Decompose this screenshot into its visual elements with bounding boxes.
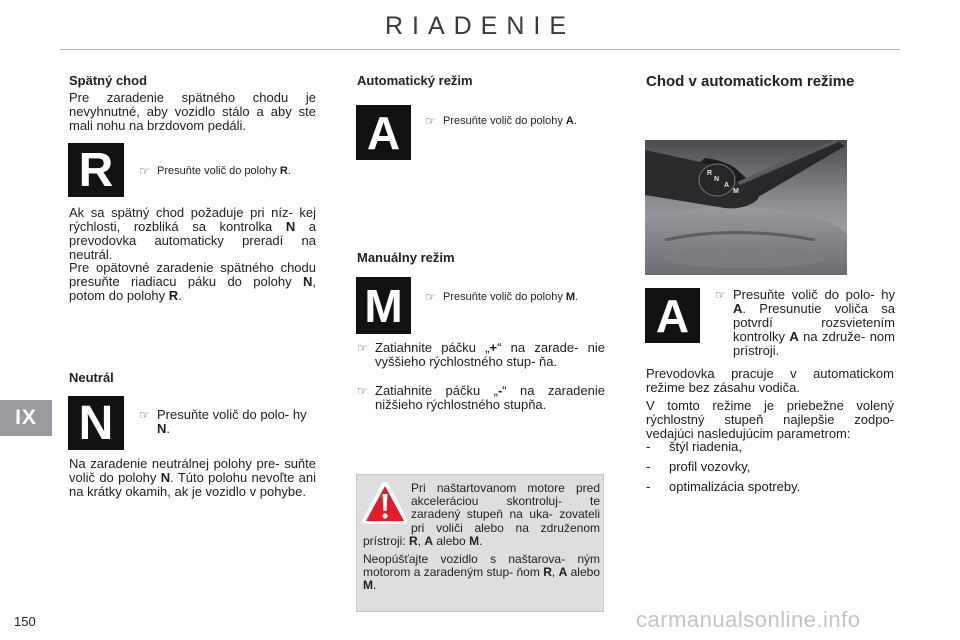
auto-drive-para1: Prevodovka pracuje v automatickom režime bez zásahu vodiča. — [646, 366, 894, 395]
neutral-step: ☞ Presuňte volič do polo- hy N. — [139, 407, 307, 436]
list-item: - štýl riadenia, — [646, 439, 742, 454]
dial-label-a: A — [724, 182, 730, 189]
auto-drive-heading: Chod v automatickom režime — [646, 73, 855, 90]
gear-lever-illustration — [645, 140, 847, 275]
dial-label-m: M — [733, 188, 739, 195]
watermark: carmanualsonline.info — [636, 607, 861, 632]
manual-downshift: ☞ Zatiahnite páčku „-“ na zaradenie nižšieho rýchlostného stupňa. — [357, 383, 605, 412]
pointer-icon: ☞ — [715, 288, 726, 302]
gear-a-badge-auto: A — [645, 288, 700, 343]
manual-mode-heading: Manuálny režim — [357, 250, 455, 265]
dial-label-r: R — [707, 170, 713, 177]
chapter-tab[interactable]: IX — [0, 400, 52, 436]
page-number: 150 — [14, 614, 36, 629]
warning-text-1: Pri naštartovanom motore pred akceleráciou skontroluj- te zaradený stupeň na uka- zovateli pri voliči alebo na združenom prístroji: R, A alebo M. — [363, 481, 600, 548]
pointer-icon: ☞ — [357, 341, 368, 355]
auto-drive-step: ☞ Presuňte volič do polo- hy A. Presunutie voliča sa potvrdí rozsvietením kontrolky A na združe- nom prístroji. — [715, 287, 895, 358]
list-item: - optimalizácia spotreby. — [646, 479, 801, 494]
list-item: - profil vozovky, — [646, 459, 751, 474]
reverse-note: Ak sa spätný chod požaduje pri níz- kej rýchlosti, rozbliká sa kontrolka N a prevodovka automaticky preradí na neutrál. — [69, 205, 316, 262]
pointer-icon: ☞ — [425, 114, 436, 128]
reverse-step: ☞ Presuňte volič do polohy R. — [139, 164, 291, 178]
pointer-icon: ☞ — [357, 384, 368, 398]
neutral-note: Na zaradenie neutrálnej polohy pre- suňte volič do polohy N. Túto polohu nevoľte ani na krátky okamih, ak je vozidlo v pohybe. — [69, 456, 316, 499]
auto-mode-heading: Automatický režim — [357, 73, 473, 88]
pointer-icon: ☞ — [139, 408, 150, 422]
reverse-intro: Pre zaradenie spätného chodu je nevyhnutné, aby vozidlo stálo a aby ste mali nohu na brzdovom pedáli. — [69, 90, 316, 133]
pointer-icon: ☞ — [139, 164, 150, 178]
dial-label-n: N — [714, 176, 720, 183]
manual-step: ☞ Presuňte volič do polohy M. — [425, 290, 579, 304]
reverse-reengage: Pre opätovné zaradenie spätného chodu presuňte riadiacu páku do polohy N, potom do polohy R. — [69, 260, 316, 303]
warning-text-2: Neopúšťajte vozidlo s naštarova- ným motorom a zaradeným stup- ňom R, A alebo M. — [363, 552, 600, 593]
parameters-list — [646, 440, 894, 494]
gear-a-badge: A — [356, 105, 411, 160]
auto-step: ☞ Presuňte volič do polohy A. — [425, 114, 577, 128]
auto-drive-para2: V tomto režime je priebežne volený rýchlostný stupeň najlepšie zodpo- vedajúci nasledujúcim parametrom: — [646, 398, 894, 441]
warning-box — [356, 474, 604, 612]
page-title: RIADENIE — [384, 12, 576, 40]
manual-upshift: ☞ Zatiahnite páčku „+“ na zarade- nie vyššieho rýchlostného stup- ňa. — [357, 340, 605, 369]
title-divider — [60, 49, 900, 50]
neutral-heading: Neutrál — [69, 370, 114, 385]
gear-r-badge: R — [68, 143, 124, 197]
pointer-icon: ☞ — [425, 290, 436, 304]
gear-n-badge: N — [68, 396, 124, 450]
gear-m-badge: M — [356, 277, 411, 334]
reverse-heading: Spätný chod — [69, 73, 148, 88]
